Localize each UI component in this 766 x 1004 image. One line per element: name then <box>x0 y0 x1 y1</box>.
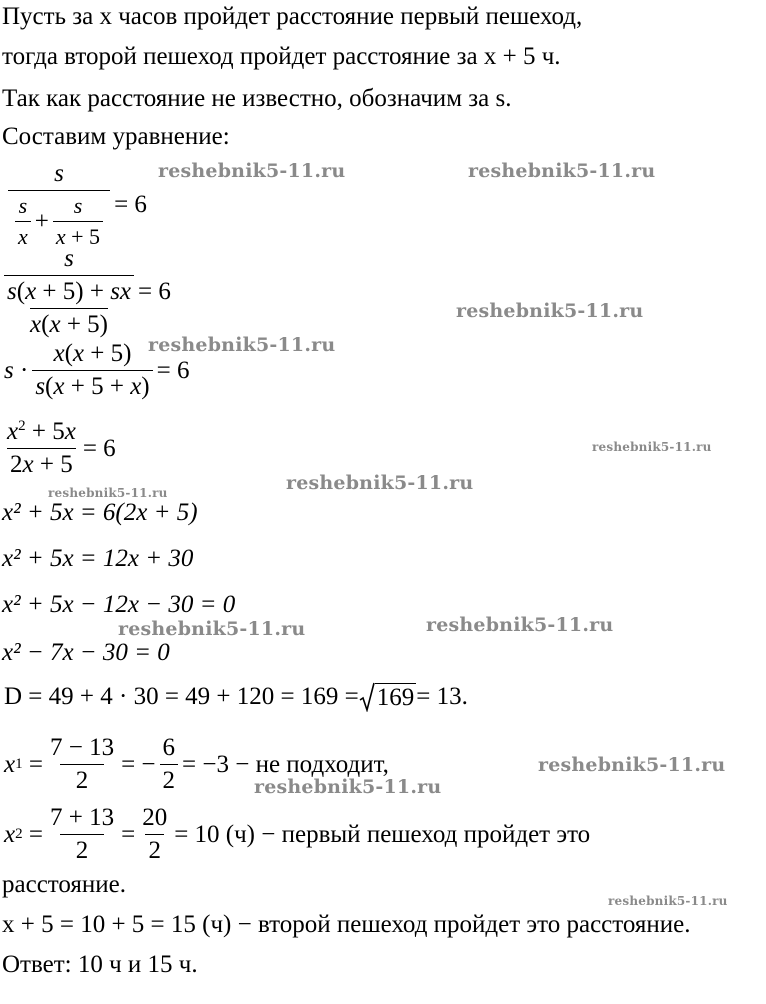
equation-4-rhs: = 6 <box>82 434 116 462</box>
watermark: reshebnik5-11.ru <box>538 754 726 776</box>
discriminant-line <box>4 682 468 712</box>
root-x2: x 2 = $\frac{7 + 13}{2}$ = $\frac{20}{2}$ = 10 (ч) − первый пешеход пройдет это <box>4 804 591 864</box>
watermark: reshebnik5-11.ru <box>48 486 168 500</box>
equation-1-rhs: = 6 <box>114 191 147 218</box>
line-2: тогда второй пешеход пройдет расстояние за x + 5 ч. <box>2 43 561 70</box>
equation-7: x² + 5x − 12x − 30 = 0 <box>2 591 236 618</box>
equation-3: s · $\frac{x(x + 5)}{s(x + 5 + x)}$ = 6 <box>4 340 190 400</box>
line-second-pedestrian: x + 5 = 10 + 5 = 15 (ч) − второй пешеход пройдет это расстояние. <box>2 911 691 938</box>
sqrt-symbol <box>359 682 417 712</box>
watermark: reshebnik5-11.ru <box>118 618 306 640</box>
equation-2: s s(x + 5) + sx x(x + 5) = 6 <box>4 245 171 339</box>
discriminant-lhs: D = 49 + 4 · 30 = 49 + 120 = 169 = <box>4 683 359 710</box>
discriminant-rhs: = 13. <box>416 683 468 710</box>
equation-1: s $\frac{s}{x}$ + $\frac{s}{x + 5}$ = 6 <box>4 160 147 250</box>
watermark: reshebnik5-11.ru <box>426 614 614 636</box>
equation-4: $\frac{x^2 + 5x}{2x + 5}$ = 6 <box>7 418 116 478</box>
sqrt-radicand: 169 <box>376 684 415 711</box>
watermark: reshebnik5-11.ru <box>286 472 474 494</box>
root-x1: x 1 = $\frac{7 - 13}{2}$ = − $\frac{6}{2}$ = −3 − не подходит, <box>4 734 389 794</box>
line-3: Так как расстояние не известно, обозначим за s. <box>2 85 512 112</box>
watermark: reshebnik5-11.ru <box>468 160 656 182</box>
watermark: reshebnik5-11.ru <box>592 440 712 454</box>
watermark: reshebnik5-11.ru <box>254 776 442 798</box>
equation-5: x² + 5x = 6(2x + 5) <box>2 499 198 526</box>
equation-2-rhs: = 6 <box>138 278 171 305</box>
equation-3-rhs: = 6 <box>156 356 190 384</box>
watermark: reshebnik5-11.ru <box>148 334 336 356</box>
watermark: reshebnik5-11.ru <box>456 300 644 322</box>
watermark: reshebnik5-11.ru <box>158 160 346 182</box>
equation-8: x² − 7x − 30 = 0 <box>2 639 170 666</box>
line-4: Составим уравнение: <box>2 123 230 150</box>
line-1: Пусть за x часов пройдет расстояние первый пешеход, <box>2 3 583 30</box>
root-x2-tail: = 10 (ч) − первый пешеход пройдет это <box>174 820 591 848</box>
answer-line: Ответ: 10 ч и 15 ч. <box>2 951 198 978</box>
watermark: reshebnik5-11.ru <box>608 894 728 908</box>
equation-6: x² + 5x = 12x + 30 <box>2 545 194 572</box>
root-x1-tail: = −3 − не подходит, <box>182 750 389 778</box>
line-continuation: расстояние. <box>2 871 127 898</box>
